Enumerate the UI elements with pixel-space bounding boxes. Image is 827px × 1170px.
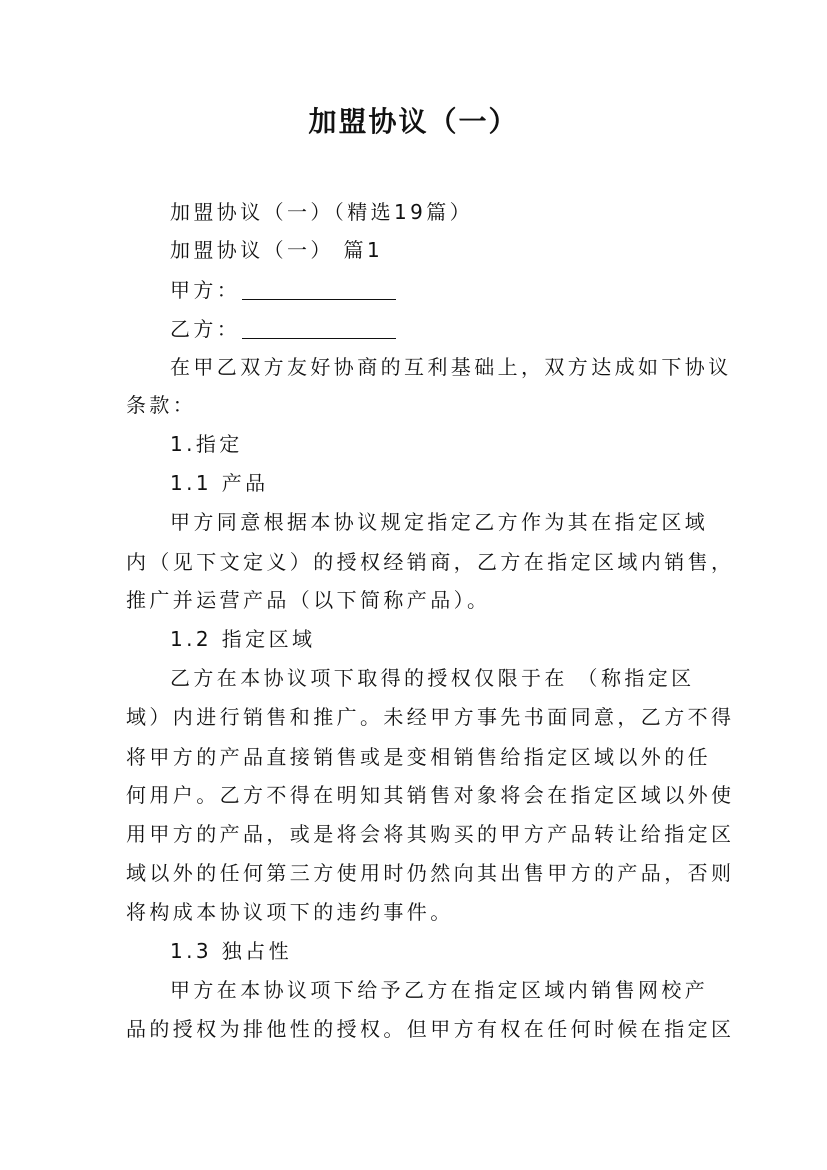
line-text: 甲方在本协议项下给予乙方在指定区域内销售网校产 <box>170 978 709 1002</box>
line-text: 推广并运营产品（以下简称产品）。 <box>126 588 491 612</box>
line-text: 域以外的任何第三方使用时仍然向其出售甲方的产品，否则 <box>126 861 735 885</box>
line-text: 1.指定 <box>170 432 243 456</box>
section-heading-line <box>170 231 383 269</box>
party-a-blank <box>242 277 396 300</box>
line-text: 将构成本协议项下的违约事件。 <box>126 900 454 924</box>
paragraph-line <box>126 893 454 931</box>
line-text: 用甲方的产品，或是将会将其购买的甲方产品转让给指定区 <box>126 822 735 846</box>
party-b-line <box>170 310 396 348</box>
paragraph-line <box>170 971 708 1009</box>
line-text: 何用户。乙方不得在明知其销售对象将会在指定区域以外使 <box>126 783 735 807</box>
party-a-label: 甲方： <box>170 278 241 302</box>
paragraph-line <box>126 738 711 776</box>
line-text: 乙方在本协议项下取得的授权仅限于在 （称指定区 <box>170 666 695 690</box>
line-text: 1.2 指定区域 <box>170 627 316 651</box>
paragraph-line <box>126 386 196 424</box>
paragraph-line <box>126 581 490 619</box>
line-text: 在甲乙双方友好协商的互利基础上，双方达成如下协议 <box>170 355 732 379</box>
line-text: 1.1 产品 <box>170 471 269 495</box>
party-a-line <box>170 271 396 309</box>
clause-heading-line <box>170 932 292 970</box>
paragraph-line <box>170 503 708 541</box>
paragraph-line <box>126 776 734 814</box>
party-b-blank <box>242 316 396 339</box>
clause-heading-line <box>170 425 243 463</box>
line-text: 域）内进行销售和推广。未经甲方事先书面同意，乙方不得 <box>126 705 735 729</box>
paragraph-line <box>126 815 734 853</box>
clause-heading-line <box>170 620 315 658</box>
line-text: 将甲方的产品直接销售或是变相销售给指定区域以外的任 <box>126 745 711 769</box>
party-b-label: 乙方： <box>170 317 241 341</box>
line-text: 品的授权为排他性的授权。但甲方有权在任何时候在指定区 <box>126 1017 735 1041</box>
paragraph-line <box>126 1010 734 1048</box>
line-text: 加盟协议（一） 篇1 <box>170 238 384 262</box>
subtitle-line <box>170 193 473 231</box>
clause-heading-line <box>170 464 269 502</box>
line-text: 1.3 独占性 <box>170 939 292 963</box>
paragraph-line <box>126 698 734 736</box>
paragraph-line <box>170 659 695 697</box>
line-text: 加盟协议（一）（精选19篇） <box>170 200 474 224</box>
line-text: 内（见下文定义）的授权经销商，乙方在指定区域内销售， <box>126 550 735 574</box>
line-text: 甲方同意根据本协议规定指定乙方作为其在指定区域 <box>170 510 709 534</box>
document-title: 加盟协议（一） <box>308 105 519 138</box>
paragraph-line <box>126 543 734 581</box>
line-text: 条款： <box>126 393 197 417</box>
paragraph-line <box>126 854 734 892</box>
paragraph-line <box>170 348 732 386</box>
